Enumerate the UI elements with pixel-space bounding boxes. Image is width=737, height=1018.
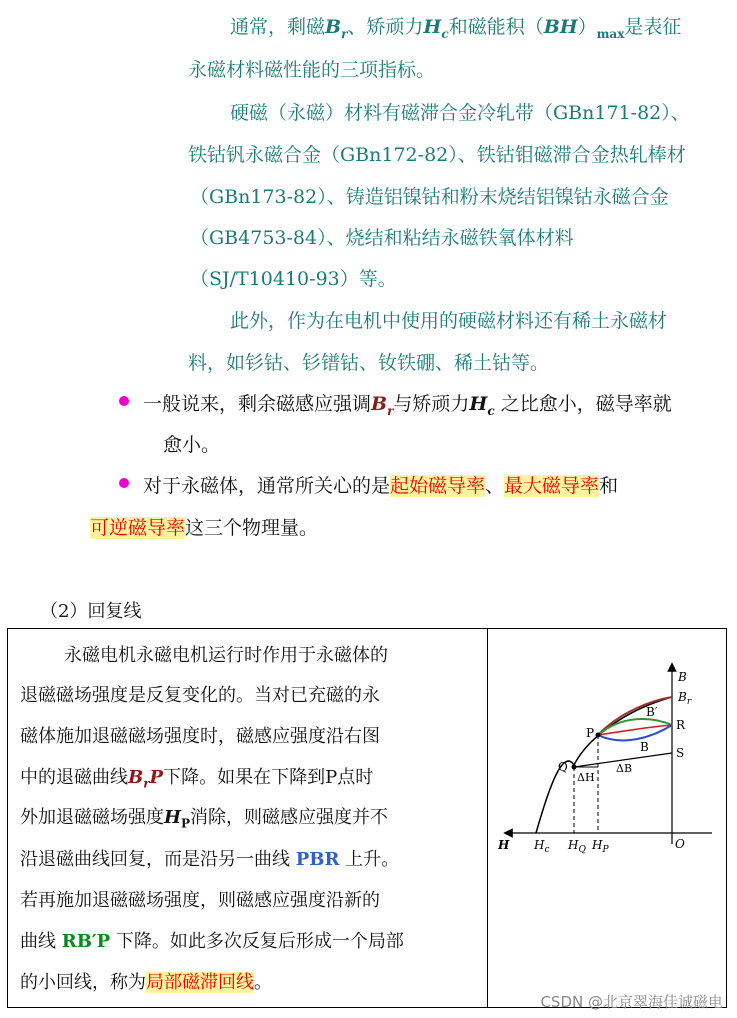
label-h-axis: H	[498, 838, 510, 852]
highlight-reversible-permeability: 可逆磁导率	[90, 517, 186, 539]
bullet1-line1: 一般说来，剩余磁感应强调$B_r$与矫顽力$H_c$ 之比愈小，磁导率就	[143, 393, 672, 418]
label-q: Q	[558, 760, 568, 774]
para3-line1: 此外，作为在电机中使用的硬磁材料还有稀土永磁材	[230, 310, 668, 332]
label-s: S	[676, 746, 685, 760]
section-title: （2）回复线	[40, 601, 142, 622]
box-line9: 的小回线，称为局部磁滞回线。	[20, 972, 272, 993]
box-line6: 沿退磁曲线回复，而是沿另一曲线 PBR 上升。	[20, 849, 400, 870]
highlight-max-permeability: 最大磁导率	[504, 475, 600, 497]
bullet2-line2: 可逆磁导率这三个物理量。	[90, 517, 319, 539]
label-hc: $H_c$	[534, 838, 550, 855]
bullet1-line2: 愈小。	[163, 434, 221, 456]
box-line7: 若再施加退磁磁场强度，则磁感应强度沿新的	[20, 890, 380, 911]
box-line3: 磁体施加退磁磁场强度时，磁感应强度沿右图	[20, 726, 380, 747]
label-b-axis: B	[678, 670, 687, 684]
bullet-dot	[119, 396, 129, 406]
para1-line1: 通常，剩磁$B_r$、矫顽力$H_c$和磁能积$(BH)_{max}$是表征	[230, 16, 682, 41]
label-hp: $H_P$	[592, 838, 609, 855]
para2-line4: （GB4753-84）、烧结和粘结永磁铁氧体材料	[190, 227, 574, 249]
bullet-dot	[119, 478, 129, 488]
highlight-initial-permeability: 起始磁导率	[390, 475, 486, 497]
point-q	[572, 765, 577, 770]
para2-line5: （SJ/T10410-93）等。	[190, 268, 397, 290]
label-b: B	[640, 740, 649, 754]
label-p: P	[586, 726, 595, 740]
box-line8: 曲线 RB′P 下降。如此多次反复后形成一个局部	[20, 931, 404, 952]
para3-line2: 料，如钐钴、钐镨钴、钕铁硼、稀土钴等。	[188, 352, 550, 374]
label-o: O	[675, 837, 685, 851]
para1-line2: 永磁材料磁性能的三项指标。	[188, 59, 436, 81]
box-line5: 外加退磁磁场强度$H_P$消除，则磁感应强度并不	[20, 807, 389, 831]
bullet2-line1: 对于永磁体，通常所关心的是起始磁导率、最大磁导率和	[143, 475, 619, 497]
label-bprime: B′	[646, 705, 658, 719]
box-line2: 退磁磁场强度是反复变化的。当对已充磁的永	[20, 685, 380, 706]
para2-line2: 铁钴钒永磁合金（GBn172-82）、铁钴钼磁滞合金热轧棒材	[188, 144, 686, 166]
point-p	[596, 733, 601, 738]
label-r: R	[676, 718, 686, 732]
box-line1: 永磁电机永磁电机运行时作用于永磁体的	[64, 645, 388, 666]
para2-line1: 硬磁（永磁）材料有磁滞合金冷轧带（GBn171-82）、	[230, 102, 690, 124]
box-line4: 中的退磁曲线$B_rP$下降。如果在下降到P点时	[20, 767, 374, 791]
label-dh: ΔH	[577, 771, 595, 784]
recovery-line-diagram	[488, 629, 724, 1007]
label-hq: $H_Q$	[568, 838, 586, 855]
label-db: ΔB	[616, 762, 633, 775]
label-br: $B_r$	[678, 690, 692, 707]
para2-line3: （GBn173-82）、铸造铝镍钴和粉末烧结铝镍钴永磁合金	[190, 186, 669, 208]
highlight-local-hysteresis: 局部磁滞回线	[146, 972, 254, 993]
watermark: CSDN @北京翠海佳诚磁电	[540, 993, 723, 1011]
